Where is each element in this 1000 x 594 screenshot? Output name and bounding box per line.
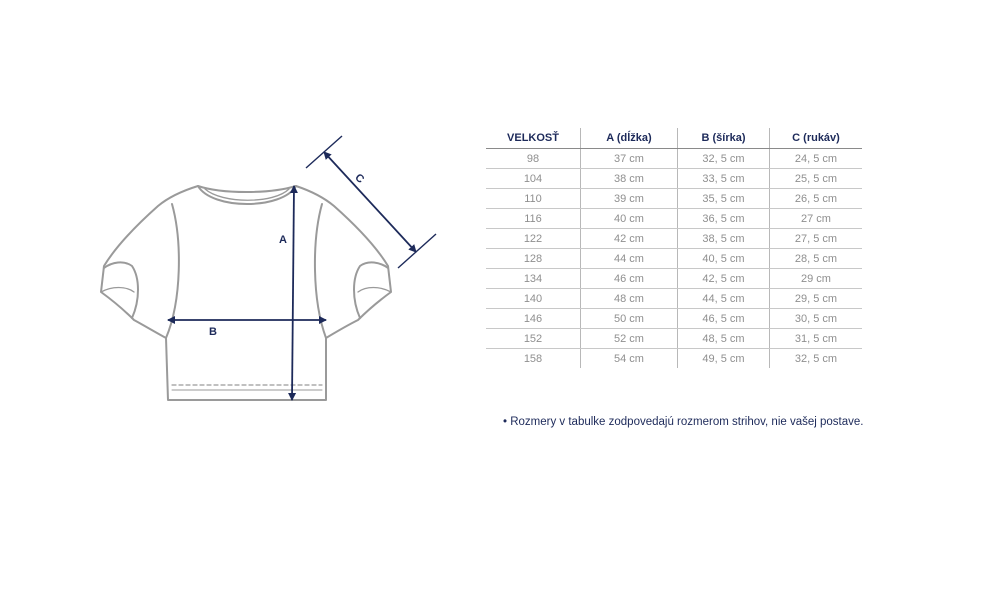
left-sleeve-cuff: [104, 262, 138, 318]
cell-b: 48, 5 cm: [678, 329, 770, 349]
cell-a: 38 cm: [581, 169, 678, 189]
cell-a: 40 cm: [581, 209, 678, 229]
tshirt-body: [101, 186, 391, 400]
cell-b: 49, 5 cm: [678, 349, 770, 369]
left-armhole-seam: [166, 204, 179, 338]
table-row: [486, 249, 862, 269]
cell-b: 38, 5 cm: [678, 229, 770, 249]
cell-size: 158: [523, 352, 543, 365]
table-row: [486, 229, 862, 249]
cell-b: 46, 5 cm: [678, 309, 770, 329]
right-sleeve-cuff: [354, 262, 388, 318]
cell-size: 122: [486, 229, 581, 249]
cell-c: 32, 5 cm: [770, 349, 863, 369]
label-b: B: [209, 326, 217, 338]
cell-a: 54 cm: [581, 349, 678, 369]
cell-a: 50 cm: [581, 309, 678, 329]
header-length-a: A (dĺžka): [581, 128, 678, 149]
cell-c: 27, 5 cm: [770, 229, 863, 249]
header-sleeve-c: C (rukáv): [770, 128, 863, 149]
cell-size: 98: [486, 149, 581, 169]
cell-c: 31, 5 cm: [770, 329, 863, 349]
cell-size: 152: [486, 329, 581, 349]
size-table: [486, 128, 862, 368]
label-c: C: [352, 171, 367, 186]
cell-a: 42 cm: [581, 229, 678, 249]
cell-size: 134: [486, 269, 581, 289]
measure-line-c: [324, 152, 416, 252]
table-row: [486, 209, 862, 229]
table-row: [486, 289, 862, 309]
cell-b: 42, 5 cm: [678, 269, 770, 289]
cell-c: 25, 5 cm: [770, 169, 863, 189]
table-row: [486, 349, 862, 369]
cell-c: 24, 5 cm: [770, 149, 863, 169]
cell-a: 48 cm: [581, 289, 678, 309]
table-row: [486, 309, 862, 329]
table-row: [486, 329, 862, 349]
cell-c: 29 cm: [770, 269, 863, 289]
cell-size: 128: [486, 249, 581, 269]
cell-a: 37 cm: [581, 149, 678, 169]
cell-size: 110: [486, 189, 581, 209]
size-table-header-row: [486, 128, 862, 149]
cell-c: 28, 5 cm: [770, 249, 863, 269]
cell-b: 36, 5 cm: [678, 209, 770, 229]
header-width-b: B (šírka): [678, 128, 770, 149]
cell-a: 44 cm: [581, 249, 678, 269]
cell-b: 33, 5 cm: [678, 169, 770, 189]
cell-c: 27 cm: [770, 209, 863, 229]
cell-b: 32, 5 cm: [678, 149, 770, 169]
header-size: VELKOSŤ: [486, 128, 581, 149]
cell-b: 40, 5 cm: [678, 249, 770, 269]
cell-c: 26, 5 cm: [770, 189, 863, 209]
cell-c: 30, 5 cm: [770, 309, 863, 329]
table-row: [486, 189, 862, 209]
cell-c: 29, 5 cm: [770, 289, 863, 309]
cell-size: 104: [486, 169, 581, 189]
cell-a: 52 cm: [581, 329, 678, 349]
cell-size: 116: [486, 209, 581, 229]
right-armhole-seam: [315, 204, 326, 338]
tshirt-outline: [101, 186, 391, 400]
table-row: [486, 269, 862, 289]
cell-b: 35, 5 cm: [678, 189, 770, 209]
cell-a: 46 cm: [581, 269, 678, 289]
cell-a: 39 cm: [581, 189, 678, 209]
measure-line-a: [292, 186, 294, 400]
label-a: A: [279, 234, 287, 246]
cell-size: 140: [486, 289, 581, 309]
measurement-lines: [168, 136, 436, 400]
size-note: • Rozmery v tabulke zodpovedajú rozmerom strihov, nie vašej postave.: [503, 416, 864, 428]
measure-c-tick-start: [306, 136, 342, 168]
cell-b: 44, 5 cm: [678, 289, 770, 309]
table-row: [486, 169, 862, 189]
table-row: [486, 149, 862, 169]
cell-size: 146: [486, 309, 581, 329]
